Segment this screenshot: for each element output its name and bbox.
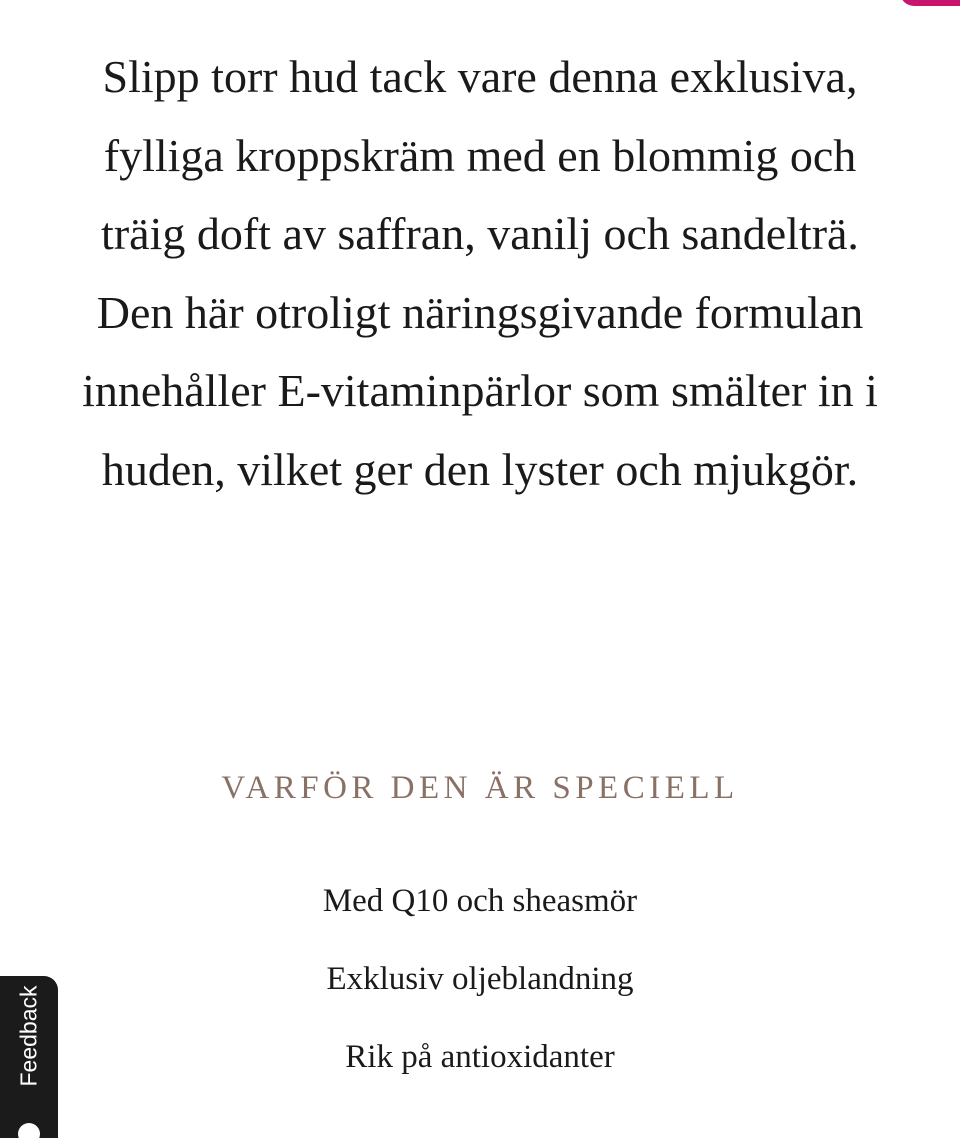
feature-item-q10: Med Q10 och sheasmör	[322, 883, 638, 919]
feedback-label: Feedback	[15, 985, 42, 1087]
top-accent-bar	[900, 0, 960, 6]
feedback-button[interactable]	[0, 976, 58, 1138]
feature-item-antioxidants: Rik på antioxidanter	[345, 1039, 615, 1075]
feature-item-oil-blend: Exklusiv oljeblandning	[326, 961, 634, 997]
product-description: Slipp torr hud tack vare denna exklusiva, fylliga kroppskräm med en blommig och träig doft av saffran, vanilj och sandelträ. Den här otroligt näringsgivande formulan innehåller E-vitaminpärlor som smälter in i huden, vilket ger den lyster och mjukgör.	[82, 51, 878, 495]
feedback-dot-icon	[18, 1123, 40, 1138]
feature-list	[0, 862, 960, 1096]
why-special-heading: VARFÖR DEN ÄR SPECIELL	[221, 770, 739, 806]
